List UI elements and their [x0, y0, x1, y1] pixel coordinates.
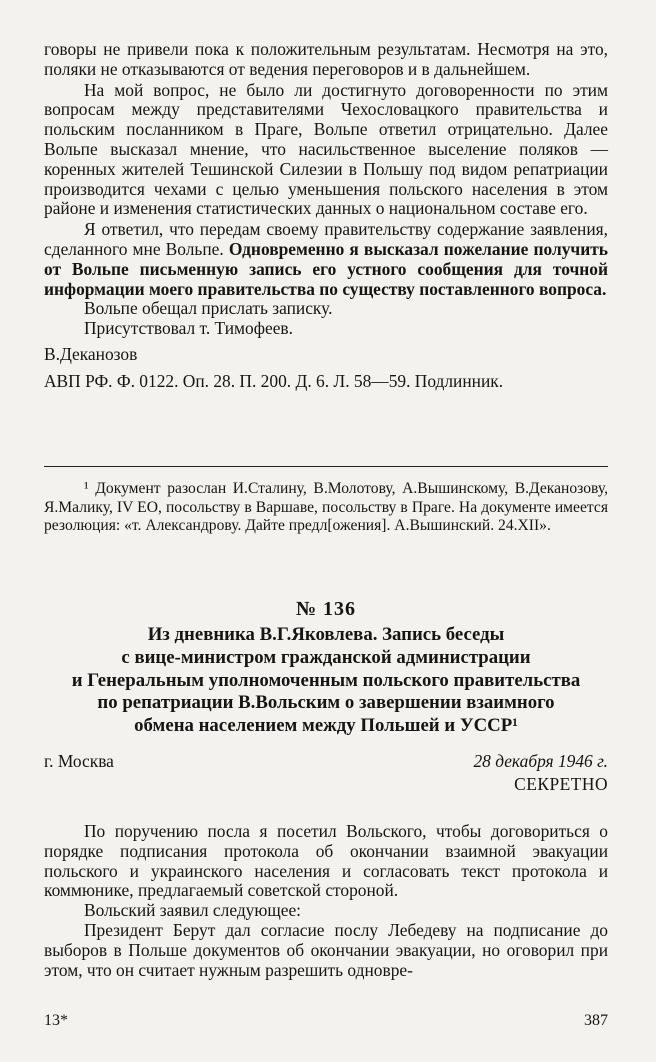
paragraph-3-bold-text: Одновременно я высказал пожелание получить от Вольпе письменную запись его устного сообщения для точной информации моего правительства по существу поставленного вопроса.	[44, 238, 608, 299]
heading-line-1: Из дневника В.Г.Яковлева. Запись беседы	[147, 624, 505, 645]
signature: В.Деканозов	[44, 343, 138, 364]
paragraph-5: Присутствовал т. Тимофеев.	[84, 318, 293, 339]
paragraph-2: На мой вопрос, не было ли достигнуто договоренности по этим вопросам между представителями Чехословацкого правительства и польским посланником в Праге, Вольпе ответил отрицательно. Далее Вольпе высказал мнение, что насильственное выселение поляков — коренных жителей Тешинской Силезии в Польшу под видом репатриации производится чехами с целью уменьшения польского населения в этом районе и изменения статистических данных о национальном составе его.	[44, 79, 608, 219]
paragraph-1: говоры не привели пока к положительным результатам. Несмотря на это, поляки не отказываются от ведения переговоров и в дальнейшем.	[44, 39, 608, 79]
page-footer	[44, 1012, 608, 1030]
footnote-rule	[44, 466, 608, 467]
heading-line-4: по репатриации В.Вольским о завершении взаимного	[97, 692, 555, 714]
paragraph-4: Вольпе обещал прислать записку.	[84, 298, 333, 319]
document-number: № 136	[295, 598, 357, 620]
signature-mark: 13*	[44, 1012, 68, 1029]
document-heading	[44, 624, 608, 738]
heading-line-3: и Генеральным уполномоченным польского правительства	[71, 669, 581, 691]
body-text-bottom	[44, 822, 608, 980]
paragraph-8: Президент Берут дал согласие послу Лебедеву на подписание до выборов в Польше документов об окончании эвакуации, но оговорил при этом, что он считает нужным разрешить одновре-	[44, 919, 608, 980]
body-text-top	[44, 40, 608, 392]
place: г. Москва	[44, 751, 114, 771]
date: 28 декабря 1946 г.	[473, 751, 608, 771]
place-date-row	[44, 751, 608, 772]
paragraph-7: Вольский заявил следующее:	[84, 900, 302, 921]
heading-line-2: с вице-министром гражданской администрации	[121, 646, 531, 668]
footnote: ¹ Документ разослан И.Сталину, В.Молотову, А.Вышинскому, В.Деканозову, Я.Малику, IV ЕО, посольству в Варшаве, посольству в Праге. На документе имеется резолюция: «т. Александрову. Дайте предл[ожения]. А.Вышинский. 24.XII».	[44, 480, 608, 535]
paragraph-3	[44, 220, 608, 299]
classification-row	[44, 774, 608, 795]
archive-reference: АВП РФ. Ф. 0122. Оп. 28. П. 200. Д. 6. Л. 58—59. Подлинник.	[44, 370, 504, 391]
paragraph-3-text: Я ответил, что передам своему правительству содержание заявления, сделанного мне Вольпе.	[44, 219, 608, 259]
page-number: 387	[584, 1012, 608, 1029]
heading-line-5: обмена населением между Польшей и УССР¹	[134, 715, 518, 737]
footnote-block	[44, 480, 608, 536]
paragraph-6: По поручению посла я посетил Вольского, чтобы договориться о порядке подписания протокола об окончании взаимной эвакуации польского и украинского населения и согласовать текст протокола и коммюнике, предлагаемый советской стороной.	[44, 821, 608, 901]
classification: СЕКРЕТНО	[514, 774, 608, 794]
